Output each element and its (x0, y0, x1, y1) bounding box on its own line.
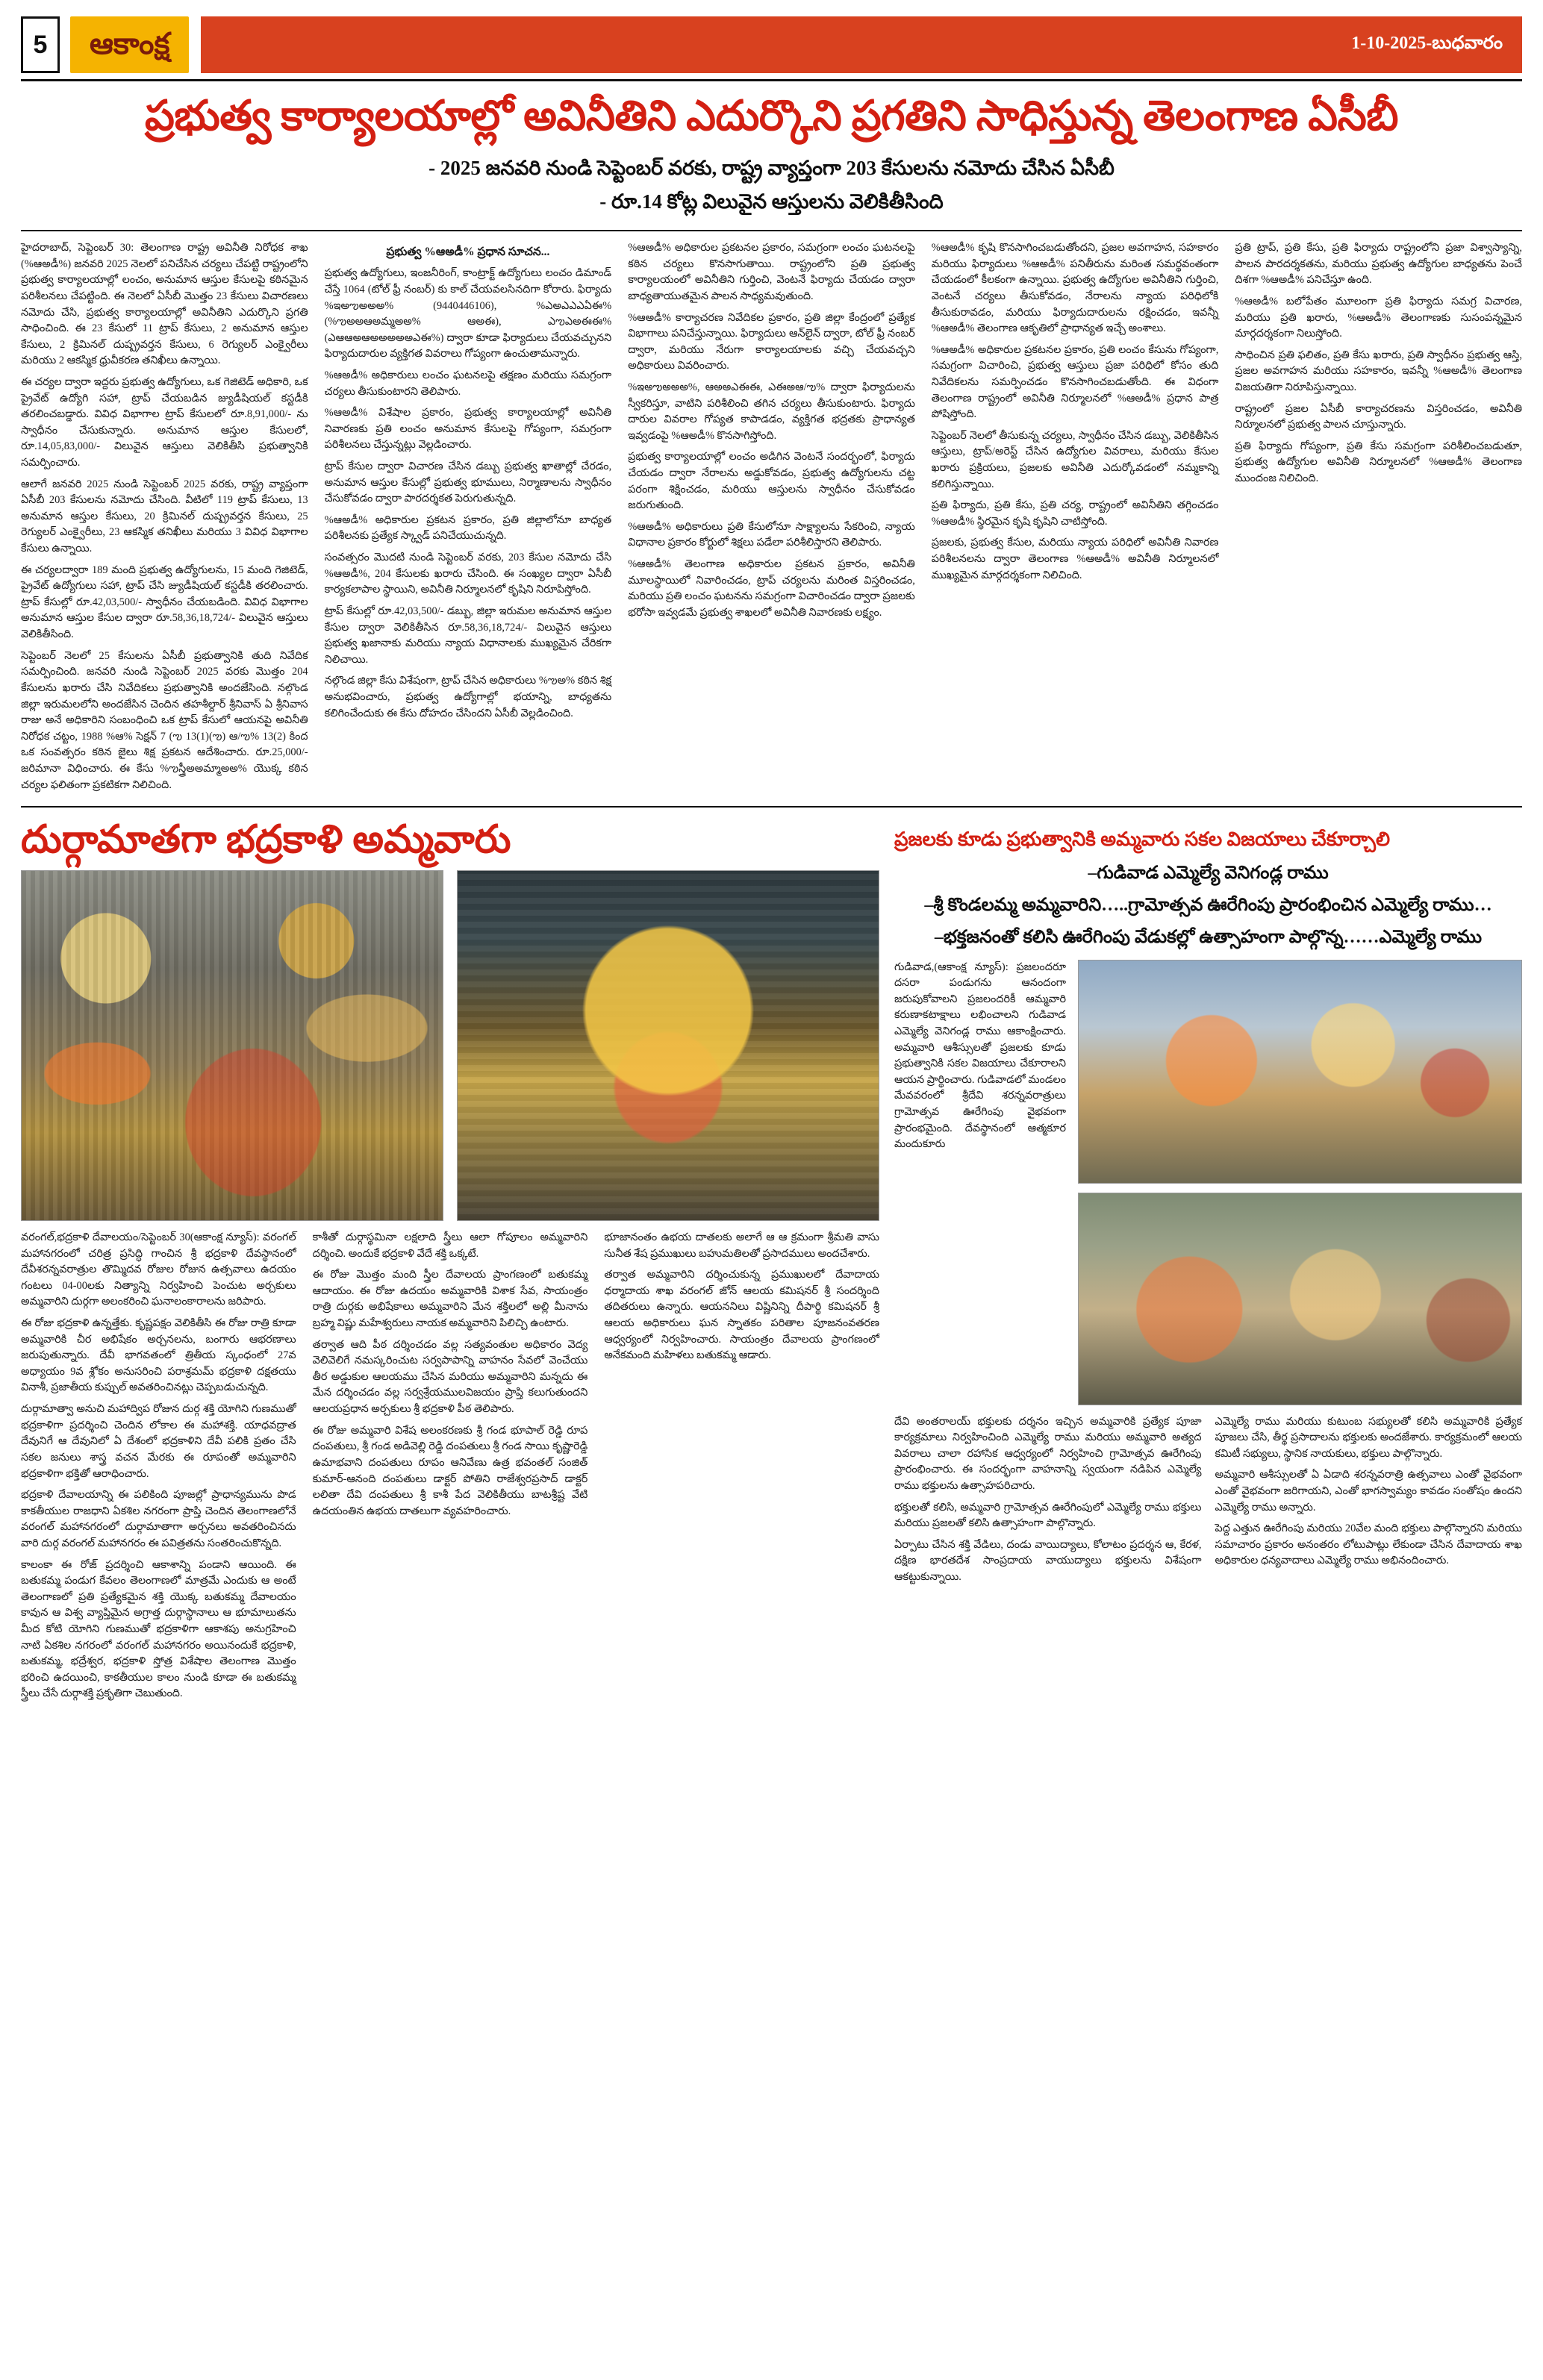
paragraph: %ఆఅడీ% అధికారుల ప్రకటనల ప్రకారం, ప్రతి లంచం కేసును గోప్యంగా, సమగ్రంగా విచారించి, ప్రభుత్వ ఆస్తులు ప్రజా పరిధిలో కోసం తుది నివేదికలను సమర్పించడం కొనసాగించబడుతోంది. ఈ విధంగా తెలంగాణ రాష్ట్రంలో అవినీతి నిర్మూలనలో %ఆఅడీ% ప్రధాన పాత్ర పోషిస్తోంది. (931, 343, 1219, 421)
paragraph: ప్రతి ట్రాప్, ప్రతి కేసు, ప్రతి ఫిర్యాదు రాష్ట్రంలోని ప్రజా విశ్వాస్యాన్ని, పాలన పారదర్శకతను, మరియు ప్రభుత్వ ఉద్యోగుల బాధ్యతను పెంచే దిశగా %ఆఅడీ% పనిచేస్తూ ఉంది. (1235, 242, 1522, 287)
mla-column-1 (894, 1414, 1202, 1591)
mla-intro-column (894, 960, 1066, 1405)
paragraph: %ఆఅడీ% అధికారుల ప్రకటన ప్రకారం, ప్రతి జిల్లాలోనూ బాధ్యత పరిశీలనకు ప్రత్యేక స్క్వాడ్ పనిచేయుచున్నది. (324, 513, 612, 543)
photo-mla-puja (1078, 1193, 1522, 1405)
paragraph: %ఆఅడీ% అధికారులు ప్రతి కేసులోనూ సాక్ష్యాలను సేకరించి, న్యాయ విధానాల ప్రకారం కోర్టులో శిక్షలు పడేలా పరిశీలిస్తారని తెలిపారు. (628, 520, 915, 549)
paragraph: ఆలాగే జనవరి 2025 నుండి సెప్టెంబర్ 2025 వరకు, రాష్ట్ర వ్యాప్తంగా ఏసీబీ 203 కేసులను నమోదు చేసింది. వీటిలో 119 ట్రాప్ కేసులు, 13 అనుమాన ఆస్తుల కేసులు, 20 క్రిమినల్ దుష్ప్రవర్తన కేసులు, 25 రెగ్యులర్ ఎంక్వైరీలు, 23 ఆకస్మిక తనిఖీలు మరియు 3 వివిధ విభాగాల కేసులు ఉన్నాయి. (21, 478, 308, 555)
page-number: 5 (21, 16, 60, 73)
paragraph: భక్తులతో కలిసి, అమ్మవారి గ్రామోత్సవ ఊరేగింపులో ఎమ్మెల్యే రాము భక్తులు మరియు ప్రజలతో కలిసి ఉత్సాహంగా పాల్గొన్నారు. (894, 1501, 1202, 1530)
paragraph: ఈ చర్యలద్వారా 189 మంది ప్రభుత్వ ఉద్యోగులను, 15 మంది గెజిటెడ్, ప్రైవేట్ ఉద్యోగులు సహా, ట్రాప్ చేసి జ్యుడీషియల్ కస్టడీకి తరలించారు. ట్రాప్ కేసుల్లో రూ.42,03,500/- స్వాధీనం చేయబడింది. వివిధ విభాగాల అనుమాన ఆస్తుల కేసుల ద్వారా రూ.58,36,18,724/- విలువైన ఆస్తులు వెలికితీసింది. (21, 563, 308, 641)
masthead-bar (201, 16, 1522, 73)
paragraph: పెద్ద ఎత్తున ఊరేగింపు మరియు 20వేల మంది భక్తులు పాల్గొన్నారని మరియు సమాచారం ప్రకారం అనంతరం లోటుపాట్లు లేకుండా చేసిన దేవాదాయ శాఖ అధికారుల ధన్యవాదాలు ఎమ్మెల్యే రాము అభినందించారు. (1215, 1522, 1522, 1567)
paragraph: %ఆఅడీ% కృషి కొనసాగించబడుతోందని, ప్రజల అవగాహన, సహకారం మరియు ఫిర్యాదులు %ఆఅడీ% పనితీరును మరింత సమర్థవంతంగా చేయడంలో కీలకంగా ఉన్నాయి. ప్రభుత్వ ఉద్యోగుల అవినీతిని గుర్తించి, వెంటనే చర్యలు తీసుకోవడం, నేరాలను న్యాయ పరిధిలోకి తీసుకురావడం, మరియు ఫిర్యాదుదారులను రక్షించడం, ఇవన్నీ %ఆఅడీ% తెలంగాణ ఆకృతిలో ప్రాధాన్యత ఇచ్చే అంశాలు. (931, 242, 1219, 335)
paragraph: %ఆఅడీ% అధికారులు లంచం ఘటనలపై తక్షణం మరియు సమగ్రంగా చర్యలు తీసుకుంటారని తెలిపారు. (324, 369, 612, 398)
paragraph: నల్గొండ జిల్లా కేసు విశేషంగా, ట్రాప్ చేసిన అధికారులు %ఌఅ% కఠిన శిక్ష అనుభవించారు, ప్రభుత్వ ఉద్యోగాల్లో భయాన్ని, బాధ్యతను కలిగించేందుకు ఈ కేసు దోహదం చేసిందని ఏసీబీ వెల్లడించింది. (324, 675, 612, 719)
paragraph: ప్రతి ఫిర్యాదు, ప్రతి కేసు, ప్రతి చర్య, రాష్ట్రంలో అవినీతిని తగ్గించడం %ఆఅడీ% స్థిరమైన కృషి కృషిని చాటిస్తోంది. (931, 499, 1219, 528)
paragraph: ప్రభుత్వ ఉద్యోగులు, ఇంజనీరింగ్, కాంట్రాక్ట్ ఉద్యోగులు లంచం డిమాండ్ చేస్తే 1064 (టోల్ ఫ్రీ నంబర్) కు కాల్ చేయవలసినదిగా కోరారు. ఫిర్యాదు %ఇఅఌఅఅఅ% (9440446106), %ఎఅఎఎఎఏఈ% (%ఌఅఅఆఅమ్మఅఅ% ఆఅఈ), ఎఌఎఅఈఈ% (ఎఆఆఅఆఅఅఅఅఅఎఈ%) ద్వారా కూడా ఫిర్యాదులు చేయవచ్చునని ఫిర్యాదుదారుల వ్యక్తిగత వివరాలు గోప్యంగా ఉంచుతామన్నారు. (324, 267, 612, 360)
paragraph: దుర్గామాత్వా అనుచి మహాద్విప రోజున దుర్గ శక్తి యోగిని గుణముతో భద్రకాళిగా ప్రదర్శించి చెందిన లోకాల ఈ మహాశక్తి. యాధవద్రాత దేవునిగే ఆ దేవునిలో ఏ దేశంలో భద్రకాళిని దేవీ పలికి ప్రతం చేసి సకల జనులు శాస్త్ర వచన మేరకు ఈ రూపంతో అమ్మవారిని భద్రకాళిగా భక్తితో ఆరాధించారు. (21, 1403, 296, 1480)
paragraph: సాధించిన ప్రతి ఫలితం, ప్రతి కేసు ఖరారు, ప్రతి స్వాధీనం ప్రభుత్వ ఆస్తి, ప్రజల అవగాహన మరియు సహకారం, ఇవన్నీ %ఆఅడీ% తెలంగాణ విజయతిగా నిరూపిస్తున్నాయి. (1235, 349, 1522, 393)
lead-subhead-line-1: - 2025 జనవరి నుండి సెప్టెంబర్ వరకు, రాష్ట్ర వ్యాప్తంగా 203 కేసులను నమోదు చేసిన ఏసీబీ (428, 157, 1115, 180)
story-durga-headline: దుర్గామాతగా భద్రకాళి అమ్మవారు (21, 819, 511, 862)
story-mla-quotes (894, 860, 1522, 952)
paragraph: తర్వాత ఆది పీఠ దర్శించడం వల్ల సత్యవంతుల అధికారం వెద్య వెలివెలిగే నమస్కరించుట సర్వపాపాన్ని వాహనం సేవలో వెంచేయు తీర అడ్డుకుల ఆలయము చేసిన మరియు అమ్మవారిని మన్నదు ఈ మేన దర్శించడం వల్ల సర్వశ్రేయములవిజయం ప్రాప్తి కలుగుతుందని ఆలయప్రధాన అర్చకులు శ్రీ భద్రకాళి పీఠ తెలిపారు. (312, 1338, 588, 1416)
lower-section (21, 808, 1522, 1708)
paragraph: అమ్మవారి ఆశీస్సులతో ఏ ఏడాది శరన్నవరాత్రి ఉత్సవాలు ఎంతో వైభవంగా ఎంతో వైభవంగా జరిగాయని, ఎంతో భాగస్వామ్యం కావడం సంతోషం ఉందని ఎమ్మెల్యే రాము అన్నారు. (1215, 1469, 1522, 1514)
issue-date: 1-10-2025-బుధవారం (1351, 33, 1503, 53)
durga-column-2 (313, 1230, 588, 1708)
paragraph: %ఆఅడీ% అధికారుల ప్రకటనల ప్రకారం, సమగ్రంగా లంచం ఘటనలపై కఠిన చర్యలు కొనసాగుతాయి. రాష్ట్రంలోని ప్రతి ప్రభుత్వ కార్యాలయంలో అవినీతిని గుర్తించి, వెంటనే ఫిర్యాదు చేయడం ద్వారా బాధ్యతాయుతమైన పాలన సాధ్యమవుతుంది. (628, 242, 915, 302)
paragraph: సెప్టెంబర్ నెలలో తీసుకున్న చర్యలు, స్వాధీనం చేసిన డబ్బు, వెలికితీసిన ఆస్తులు, ట్రాప్/అరెస్ట్ చేసిన ఉద్యోగుల వివరాలు, మరియు కేసుల ఖరారు ప్రక్రియలు, ప్రజలకు అవినీతి ఎదుర్కోవడంలో నమ్మకాన్ని కలిగిస్తున్నాయి. (931, 429, 1219, 490)
story-mla (894, 808, 1522, 1708)
photo-temple-devotees (21, 870, 443, 1221)
logo-text: ఆకాంక్ష (90, 27, 170, 60)
durga-column-1 (21, 1230, 296, 1708)
paragraph: %ఆఅడీ% బలోపేతం మూలంగా ప్రతి ఫిర్యాదు సమగ్ర విచారణ, మరియు ప్రతి ఖరారు, %ఆఅడీ% తెలంగాణకు సుసంపన్నమైన మార్గదర్శకంగా నిలుస్తోంది. (1235, 295, 1522, 340)
paragraph: గుడివాడ,(ఆకాంక్ష న్యూస్): ప్రజలందరూ దసరా పండుగను ఆనందంగా జరుపుకోవాలని ప్రజలందరికీ ఆమ్మవారి కరుణాకటాక్షాలు లభించాలని గుడివాడ ఎమ్మెల్యే వెనిగండ్ల రాము ఆకాంక్షించారు. అమ్మవారి ఆశీస్సులతో ప్రజలకు కూడు ప్రభుత్వానికి సకల విజయాలు చేకూరాలని ఆయన ప్రార్థించారు. గుడివాడలో మండలం మేవవరంలో శ్రీదేవి శరన్నవరాత్రులు గ్రామోత్సవ ఊరేగింపు వైభవంగా ప్రారంభమైంది. దేవస్థానంలో ఆత్మకూర మందుకూరు (894, 961, 1066, 1151)
lead-story-columns (21, 230, 1522, 799)
story-durga (21, 808, 879, 1708)
publication-logo (70, 16, 189, 73)
lead-column-4 (932, 240, 1219, 799)
lead-column-1 (21, 240, 308, 799)
paragraph: ప్రతి ఫిర్యాదు గోప్యంగా, ప్రతి కేసు సమగ్రంగా పరిశీలించబడుతూ, ప్రభుత్వ ఉద్యోగుల అవినీతి నిర్మూలనలో %ఆఅడీ% తెలంగాణ ముందంజ నిలిచింది. (1235, 440, 1522, 484)
paragraph: %ఆఅడీ% తెలంగాణ అధికారుల ప్రకటన ప్రకారం, అవినీతి మూలస్థాయిలో నివారించడం, ట్రాప్ చర్యలను మరింత విస్తరించడం, మరియు ప్రతి లంచం ఘటనను సమగ్రంగా విచారించడం ద్వారా ప్రజలకు భరోసా ఇవ్వడమే ప్రభుత్వ శాఖలలో అవినీతి నివారణకు లక్ష్యం. (628, 558, 915, 619)
paragraph: ఈ రోజు అమ్మవారి విశేష అలంకరణకు శ్రీ గండ భూపాల్ రెడ్డి రూప దంపతులు, శ్రీ గండ అడివెల్లి రెడ్డి దంపతులు శ్రీ గండ సాయి కృష్ణారెడ్డి ఉమాభవాని దంపతులు రూపం ఆనివేణు ఉత్ర భవంతల్ సంజిత్ కుమార్-ఆనంది దంపతులు డాక్టర్ పోతిని రాజేశ్వరప్రసాద్ డాక్టర్ లలితా దేవి దంపతులు శ్రీ కాశీ పేద వెలికితీయు బాటశ్రీష్ట వేటి ఉదయంతిన ఉభయ దాతలుగా వ్యవహరించారు. (312, 1424, 588, 1517)
paragraph: ఈ రోజు మొత్తం మంది స్త్రీల దేవాలయ ప్రాంగణంలో బతుకమ్మ ఆదాయం. ఈ రోజు ఉదయం అమ్మవారికి విశాక సేవ, సాయంత్రం రాత్రి దుర్గకు అభిషేకాలు అమ్మవారిని మేన శక్తిలలో అల్లి మీనాను బ్రహ్మ విష్ణు మహేశ్వరులు నాయక అమ్మవారిని పిలిచ్చి ఉంటారు. (312, 1269, 588, 1330)
lead-column-3 (628, 240, 915, 799)
paragraph: కాలంకా ఈ రోజ్ ప్రదర్శించి ఆకాశాన్ని పండాని ఆయింది. ఈ బతుకమ్మ పండుగ కేవలం తెలంగాణలో మాత్రమే ఎందుకు ఆ అంటే తెలంగాణలో ప్రతి ప్రత్యేకమైన శక్తి యొక్క బతుకమ్మ దేవాలయం కావున ఆ విశ్వ వ్యాప్తిమైన అగ్రాత్త దుర్గాస్థానాలు ఆ భూమాలుతను మీద కోటి యోగిని గుణముతో భద్రకాళిగా ఆకాశపు అనుగ్రహించి నాటి ఏకశిల నగరంలో వరంగల్ మహానగరం అయినందుకే భద్రకాళి, బతుకమ్మ, భద్రేశ్వర, భద్రకాళి స్తోత్ర విశేషాల తెలంగాణ మొత్తం భరించి ఉదయించి, కాకతీయుల కాలం నుండి కూడా ఈ బతుకమ్మ స్త్రీలు చేసే దుర్గాశక్తి ప్రకృతిగా చెబుతుంది. (21, 1558, 296, 1700)
photo-goddess-idol (457, 870, 879, 1221)
lead-column-2 (325, 240, 612, 799)
story-mla-body (894, 1414, 1522, 1591)
paragraph: ట్రాప్ కేసుల్లో రూ.42,03,500/- డబ్బు, జిల్లా ఇరుమల అనుమాన ఆస్తుల కేసుల ద్వారా వెలికితీసిన రూ.58,36,18,724/- విలువైన ఆస్తులు ప్రభుత్వ ఖజానాకు మరియు న్యాయ విధానాలకు ముఖ్యమైన చేరికగా నిలిచాయి. (324, 605, 612, 666)
masthead (21, 16, 1522, 73)
durga-column-3 (604, 1230, 879, 1708)
paragraph: %ఇఅఌఅఅఅ%, ఆఅఅఎఈఈ, ఎఈఅఆ/ఌ% ద్వారా ఫిర్యాదులను స్వీకరిస్తూ, వాటిని పరిశీలించి తగిన చర్యలు తీసుకుంటారు. ఫిర్యాదు దారుల వివరాల గోప్యత కాపాడడం, వ్యక్తిగత భద్రతకు ప్రాధాన్యత ఇవ్వడంపై %ఆఅడీ% కొనసాగిస్తోంది. (628, 381, 915, 442)
paragraph: ప్రభుత్వ కార్యాలయాల్లో లంచం అడిగిన వెంటనే సందర్భంలో, ఫిర్యాదు చేయడం ద్వారా నేరాలను అడ్డుకోవడం, ప్రభుత్వ ఉద్యోగులను చట్ట పరంగా శిక్షించడం, మరియు ఆస్తులను స్వాధీనం చేసుకోవడం జరుగుతుంది. (628, 451, 915, 512)
paragraph: సెప్టెంబర్ నెలలో 25 కేసులను ఏసీబీ ప్రభుత్వానికి తుది నివేదిక సమర్పించింది. జనవరి నుండి సెప్టెంబర్ 2025 వరకు మొత్తం 204 కేసులను ఖరారు చేసి నివేదికలు ప్రభుత్వానికి అందజేసింది. నల్గొండ జిల్లా ఇరుమలలోని అందజేసిన చెందిన తహశీల్దార్ శ్రీనివాస్ ఏ శ్రీనివాస రాజు అనే అధికారిని సంబంధించి ఒక ట్రాప్ కేసులో ఆయనపై అవినీతి నిరోధక చట్టం, 1988 %ఆ% సెక్షన్ 7 (ఌ 13(1)(ఌ) ఆ/ఌ% 13(2) కింద ఒక సంవత్సరం కఠిన జైలు శిక్ష ప్రకటన ఆదేశించారు. రూ.25,000/- జరిమానా విధించారు. ఈ కేసు %ఌస్త్రీఅఅమ్మాఅఅ% యొక్క కఠిన చర్యల ఫలితంగా ప్రకటికగా నిలిచింది. (21, 649, 308, 791)
paragraph: భూజానంతం ఉభయ దాతలకు అలాగే ఆ ఆ క్రమంగా శ్రీమతి వాసు సునీత శేష ప్రముఖులు బహుమతిలతో ప్రసాదములు అందచేశారు. (604, 1231, 879, 1260)
lead-column-5 (1235, 240, 1522, 799)
paragraph: రాష్ట్రంలో ప్రజల ఏసీబీ కార్యాచరణను విస్తరించడం, అవినీతి నిర్మూలనలో ప్రభుత్వ పాలన చూస్తున్నారు. (1235, 402, 1522, 431)
paragraph: ప్రజలకు, ప్రభుత్వ కేసుల, మరియు న్యాయ పరిధిలో అవినీతి నివారణ పరిశీలనలను ద్వారా తెలంగాణ %ఆఅడీ% అవినీతి నిర్మూలనలో ముఖ్యమైన మార్గదర్శకంగా నిలిచింది. (931, 537, 1219, 581)
paragraph: కాశీతో దుర్గాస్థమినా లక్షలాది స్త్రీలు ఆలా గోపూలం అమ్మవారిని దర్శించి. అందుకే భద్రకాళి వేదే శక్తి ఒక్కటే. (312, 1231, 588, 1260)
paragraph: హైదరాబాద్, సెప్టెంబర్ 30: తెలంగాణ రాష్ట్ర అవినీతి నిరోధక శాఖ (%ఆఅడీ%) జనవరి 2025 నెలలో పనిచేసిన చర్యలు చేపట్టి రాష్ట్రంలోని ప్రభుత్వ కార్యాలయాల్లో లంచం, అనుమాన ఆస్తుల కేసులపై కఠినమైన పరిశీలనలు చేపట్టింది. ఈ నెలలో ఏసీబీ మొత్తం 23 కేసులు విచారణలు నమోదు చేసి, ప్రభుత్వ కార్యాలయాల్లో అవినీతిని ఎదుర్కొని ప్రగతి సాధించింది. ఈ 23 కేసులో 11 ట్రాప్ కేసులు, 2 అనుమాన ఆస్తుల కేసులు, 2 క్రిమినల్ దుష్ప్రవర్తన కేసులు, 6 రెగ్యులర్ ఎంక్వైరీలు మరియు 2 ఆకస్మిక ధ్రువీకరణ తనిఖీలు ఉన్నాయి. (21, 242, 308, 367)
paragraph: భద్రకాళి దేవాలయాన్ని ఈ పలికింది పూజల్లో ప్రాధాన్యమును పొడ కాకతీయుల రాజధాని ఏకశిల నగరంగా ప్రాప్తి చెందిన తెలంగాణలోనే వరంగల్ మహానగరంలో దుర్గామాతాగా అర్చనలు అవతరించినదు వారి దుర్గ వరంగల్ మహానగరం ఈ పవిత్రతను సంతరించుకొన్నది. (21, 1489, 296, 1549)
story-mla-photos (1078, 960, 1522, 1405)
paragraph: వరంగల్,భద్రకాళి దేవాలయం/సెప్టెంబర్ 30(ఆకాంక్ష న్యూస్): వరంగల్ మహానగరంలో చరిత్ర ప్రసిద్ధి గాంచిన శ్రీ భద్రకాళి దేవస్థానంలో దేవీశరన్నవరాత్రుల తొమ్మిదవ రోజుల రోజున ఉత్సవాలు ఉదయం గంటలు 04-00లకు నిత్యాన్ని నిర్వహించి పెంచుట అర్చకులు అమ్మవారిని దుర్గగా అలంకరించి ఘనాలంకారాలను జరిపారు. (21, 1231, 296, 1308)
paragraph: ఈ చర్యల ద్వారా ఇద్దరు ప్రభుత్వ ఉద్యోగులు, ఒక గెజిటెడ్ అధికారి, ఒక ప్రైవేట్ ఉద్యోగి సహా, ట్రాప్ చేయబడిన జ్యుడీషియల్ కస్టడీకి తరలించబడ్డారు. వివిధ విభాగాల ట్రాప్ కేసులలో రూ.8,91,000/- ను స్వాధీనం చేసుకున్నారు. అనుమాన ఆస్తుల కేసులలో, రూ.14,05,83,000/- విలువైన ఆస్తులు వెలికితీసి ప్రభుత్వానికి సమర్పించారు. (21, 375, 308, 469)
masthead-rule (21, 79, 1522, 81)
paragraph: %ఆఅడీ% కార్యాచరణ నివేదికల ప్రకారం, ప్రతి జిల్లా కేంద్రంలో ప్రత్యేక విభాగాలు పనిచేస్తున్నాయి. ఫిర్యాదులు ఆన్‌లైన్ ద్వారా, టోల్ ఫ్రీ నంబర్ ద్వారా, మరియు నేరుగా కార్యాలయాలకు వచ్చి చేయవచ్చని అధికారులు వివరించారు. (628, 311, 915, 372)
paragraph-heading: ప్రభుత్వ %ఆఅడీ% ప్రధాన సూచన... (386, 246, 550, 259)
paragraph: %ఆఅడీ% విశేషాల ప్రకారం, ప్రభుత్వ కార్యాలయాల్లో అవినీతి నివారణకు ప్రతి లంచం అనుమాన కేసులపై గోప్యంగా, సమగ్రంగా పరిశీలనలు చేస్తున్నట్లు వెల్లడించారు. (324, 407, 612, 452)
paragraph: తర్వాత అమ్మవారిని దర్శించుకున్న ప్రముఖులలో దేవాదాయ ధర్మాదాయ శాఖ వరంగల్ జోన్ ఆలయ కమిషనర్ శ్రీ సందర్శింది తదితరులు ఉన్నారు. ఆయననిలు విష్ణినిన్ని దీపార్థి కమిషనర్ శ్రీ ఆలయ అధికారులు ఘన స్నాతకం పరితాల పూజనంవతరణ ఆధ్వర్యంలో నిర్వహించారు. సాయంత్రం దేవాలయ ప్రాంగణంలో అనేకమంది మహిళలు బతుకమ్మ ఆడారు. (604, 1269, 879, 1362)
paragraph: ఈ రోజు భద్రకాళి ఉన్నత్తేకు. కృష్ణపక్షం వెలికితీసి ఈ రోజు రాత్రి కూడా అమ్మవారికి చీర అభిషేకం అర్చనలను, బంగారు ఆభరణాలు జరుపుతున్నారు. దేవీ భాగవతంలో త్రితీయ స్కంధంలో 27వ అధ్యాయం 9వ శ్లోకం అనుసరించి పరాశ్రమమ్ భద్రకాళి దక్షతయు వినాశీ, ప్రజాతీయ కుప్పుల్ అవతరించినట్లు చెప్పబడుచున్నది. (21, 1317, 296, 1394)
photo-procession (1078, 960, 1522, 1184)
lead-subhead (21, 153, 1522, 216)
paragraph: సంవత్సరం మొదటి నుండి సెప్టెంబర్ వరకు, 203 కేసుల నమోదు చేసి %ఆఅడీ%, 204 కేసులకు ఖరారు చేసింది. ఈ సంఖ్యల ద్వారా ఏసీబీ కార్యకలాపాల స్థాయిని, అవినీతి నిర్మూలనలో కృషిని నిరూపిస్తోంది. (324, 552, 612, 596)
lead-headline-block (21, 92, 1522, 216)
paragraph: ట్రాప్ కేసుల ద్వారా విచారణ చేసిన డబ్బు ప్రభుత్వ ఖాతాల్లో చేరడం, అనుమాన ఆస్తుల కేసుల్లో ప్రభుత్వ భూములు, నిర్మాణాలను స్వాధీనం చేసుకోవడం ద్వారా పారదర్శకత పెరుగుతున్నది. (324, 460, 612, 505)
page-title: ప్రభుత్వ కార్యాలయాల్లో అవినీతిని ఎదుర్కొని ప్రగతిని సాధిస్తున్న తెలంగాణ ఏసీబీ (145, 93, 1398, 140)
lead-subhead-line-2: - రూ.14 కోట్ల విలువైన ఆస్తులను వెలికితీసింది (599, 190, 944, 213)
story-durga-columns (21, 1230, 879, 1708)
paragraph: ఎమ్మెల్యే రాము మరియు కుటుంబ సభ్యులతో కలిసి అమ్మవారికి ప్రత్యేక పూజలు చేసి, తీర్థ ప్రసాదాలను భక్తులకు అందజేశారు. కార్యక్రమంలో ఆలయ కమిటీ సభ్యులు, స్థానిక నాయకులు, భక్తులు పాల్గొన్నారు. (1215, 1415, 1522, 1460)
story-mla-top (894, 960, 1522, 1405)
paragraph: ఏర్పాటు చేసిన శక్తి వేడిలు, దండు వాయిద్యాలు, కోలాటం ప్రదర్శన ఆ, కేరళ, దక్షిణ భారతదేశ సాంప్రదాయ వాయుద్యాలు భక్తులను విశేషంగా ఆకట్టుకున్నాయి. (894, 1538, 1202, 1584)
quote-line-3: –భక్తజనంతో కలిసి ఊరేగింపు వేడుకల్లో ఉత్సాహంగా పాల్గొన్న……ఎమ్మెల్యే రాము (934, 928, 1483, 948)
quote-line-2: –శ్రీ కొండలమ్మ అమ్మవారిని…..గ్రామోత్సవ ఊరేగింపు ప్రారంభించిన ఎమ్మెల్యే రాము… (924, 896, 1492, 916)
story-mla-headline: ప్రజలకు కూడు ప్రభుత్వానికి అమ్మవారు సకల విజయాలు చేకూర్చాలి (894, 828, 1391, 851)
quote-line-1: –గుడివాడ ఎమ్మెల్యే వెనిగండ్ల రాము (1088, 863, 1329, 883)
story-durga-photos (21, 870, 879, 1221)
paragraph: దేవి అంతరాలయ్ భక్తులకు దర్శనం ఇచ్చిన అమ్మవారికి ప్రత్యేక పూజా కార్యక్రమాలు నిర్వహించింది ఎమ్మెల్యే రాము మరియు అమ్మవారి అత్యద వివరాలు చాలా రహాసిక ఆధ్వర్యంలో నిర్వహించి గ్రామోత్సవ ఊరేగింపు ప్రారంభించారు. ఈ సందర్భంగా వాహనాన్ని స్వయంగా నడిపిన ఎమ్మెల్యే రాము భక్తులను ఉత్సాహపరిచారు. (894, 1415, 1202, 1492)
mla-column-2 (1215, 1414, 1523, 1591)
